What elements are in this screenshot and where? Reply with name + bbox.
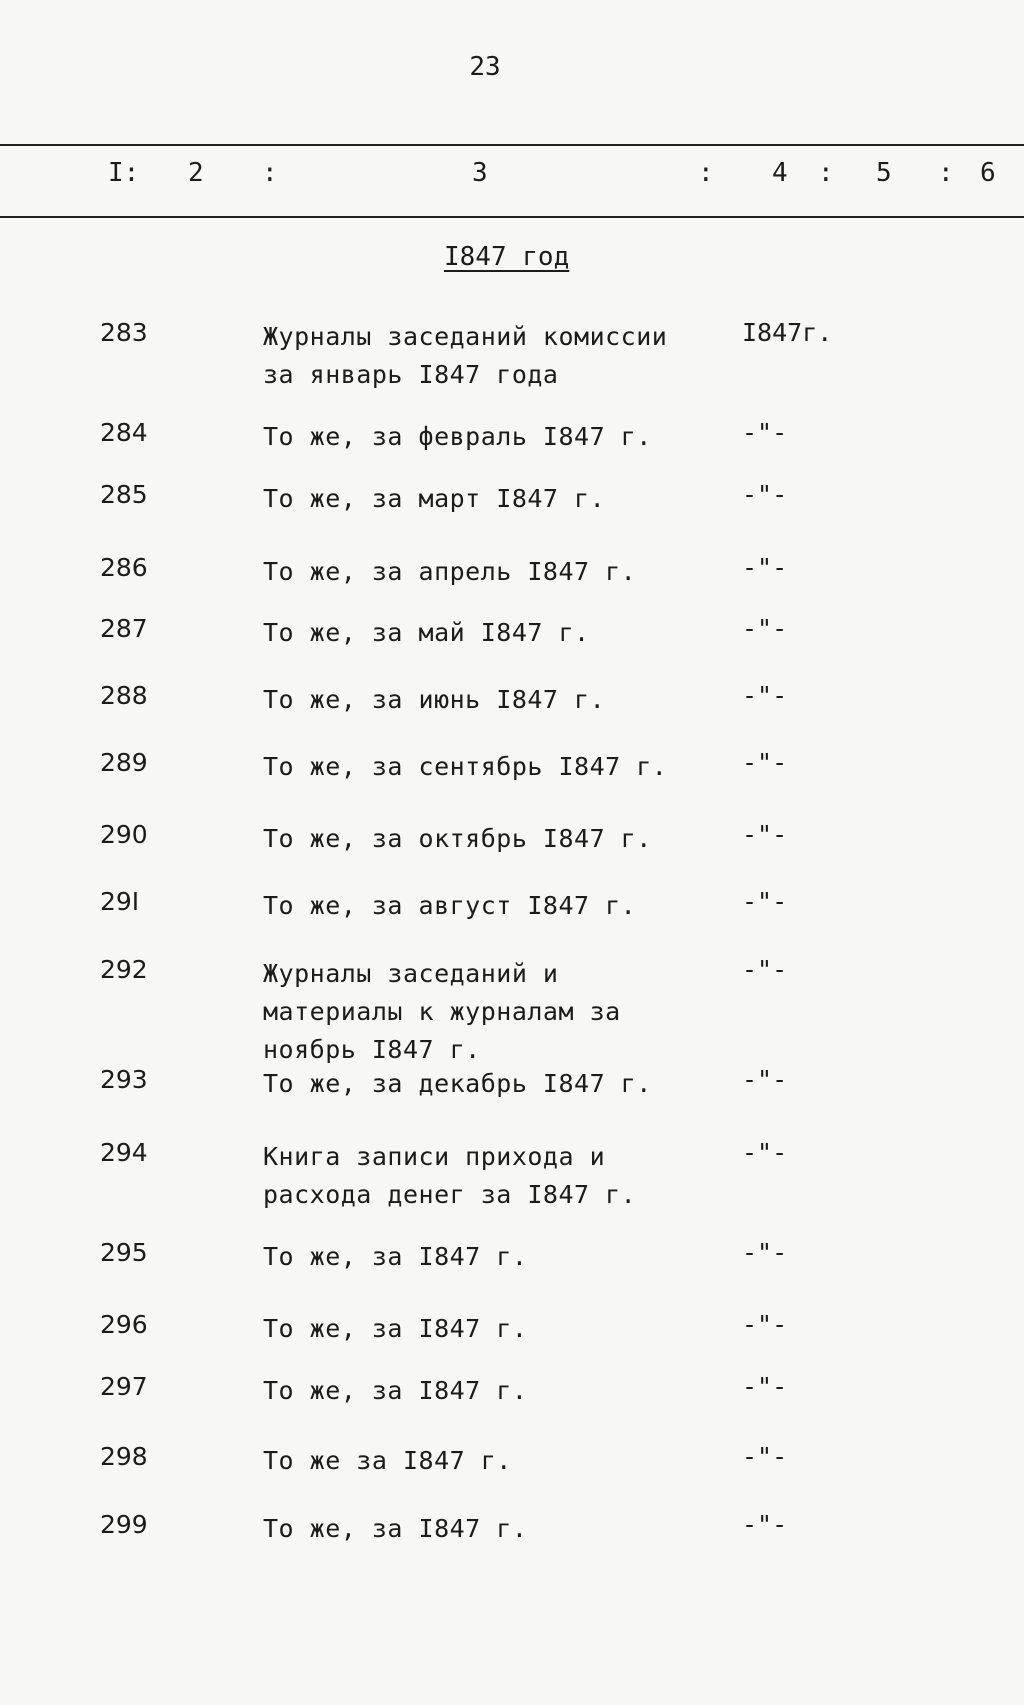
record-number: 286: [100, 553, 148, 582]
record-date: -"-: [742, 1310, 788, 1339]
record-date: -"-: [742, 480, 788, 509]
record-description: То же, за февраль I847 г.: [263, 422, 652, 451]
record-description: То же, за сентябрь I847 г.: [263, 752, 668, 781]
record-date: -"-: [742, 1065, 788, 1094]
col-separator: :: [818, 158, 834, 188]
record-number: 294: [100, 1138, 148, 1167]
record-description: То же, за I847 г.: [263, 1314, 528, 1343]
record-description: То же за I847 г.: [263, 1446, 512, 1475]
record-description: Книга записи прихода и расхода денег за I847 г.: [263, 1142, 637, 1209]
record-number: 296: [100, 1310, 148, 1339]
record-number: 298: [100, 1442, 148, 1471]
record-description: То же, за июнь I847 г.: [263, 685, 606, 714]
col-1-label: I:: [108, 158, 140, 188]
record-description: То же, за I847 г.: [263, 1242, 528, 1271]
col-2-label: 2: [188, 158, 204, 188]
record-number: 285: [100, 480, 148, 509]
record-date: -"-: [742, 1372, 788, 1401]
record-date: -"-: [742, 553, 788, 582]
record-date: -"-: [742, 887, 788, 916]
record-description: Журналы заседаний комиссии за январь I847 года: [263, 322, 668, 389]
record-number: 29I: [100, 887, 140, 916]
record-number: 288: [100, 681, 148, 710]
record-description: То же, за октябрь I847 г.: [263, 824, 652, 853]
section-title: I847 год: [444, 242, 570, 272]
record-date: -"-: [742, 955, 788, 984]
record-date: -"-: [742, 1442, 788, 1471]
record-date: -"-: [742, 614, 788, 643]
record-number: 283: [100, 318, 148, 347]
col-separator: :: [698, 158, 714, 188]
record-date: -"-: [742, 681, 788, 710]
record-description: То же, за май I847 г.: [263, 618, 590, 647]
record-number: 295: [100, 1238, 148, 1267]
record-number: 297: [100, 1372, 148, 1401]
record-description: То же, за I847 г.: [263, 1376, 528, 1405]
record-number: 289: [100, 748, 148, 777]
record-date: -"-: [742, 820, 788, 849]
column-header: [0, 158, 1024, 198]
record-description: Журналы заседаний и материалы к журналам за ноябрь I847 г.: [263, 959, 621, 1064]
record-description: То же, за август I847 г.: [263, 891, 637, 920]
record-date: I847г.: [742, 318, 833, 347]
record-date: -"-: [742, 748, 788, 777]
record-number: 292: [100, 955, 148, 984]
col-6-label: 6: [980, 158, 996, 188]
record-date: -"-: [742, 1138, 788, 1167]
record-description: То же, за март I847 г.: [263, 484, 606, 513]
col-5-label: 5: [876, 158, 892, 188]
record-description: То же, за I847 г.: [263, 1514, 528, 1543]
record-date: -"-: [742, 1238, 788, 1267]
record-description: То же, за апрель I847 г.: [263, 557, 637, 586]
record-number: 284: [100, 418, 148, 447]
record-number: 290: [100, 820, 148, 849]
page-number: 23: [469, 52, 501, 82]
record-date: -"-: [742, 418, 788, 447]
col-3-label: 3: [472, 158, 488, 188]
col-4-label: 4: [772, 158, 788, 188]
record-number: 293: [100, 1065, 148, 1094]
record-number: 299: [100, 1510, 148, 1539]
col-separator: :: [938, 158, 954, 188]
record-number: 287: [100, 614, 148, 643]
header-rule-top: [0, 144, 1024, 146]
header-rule-bottom: [0, 216, 1024, 218]
record-date: -"-: [742, 1510, 788, 1539]
col-separator: :: [262, 158, 278, 188]
record-description: То же, за декабрь I847 г.: [263, 1069, 652, 1098]
